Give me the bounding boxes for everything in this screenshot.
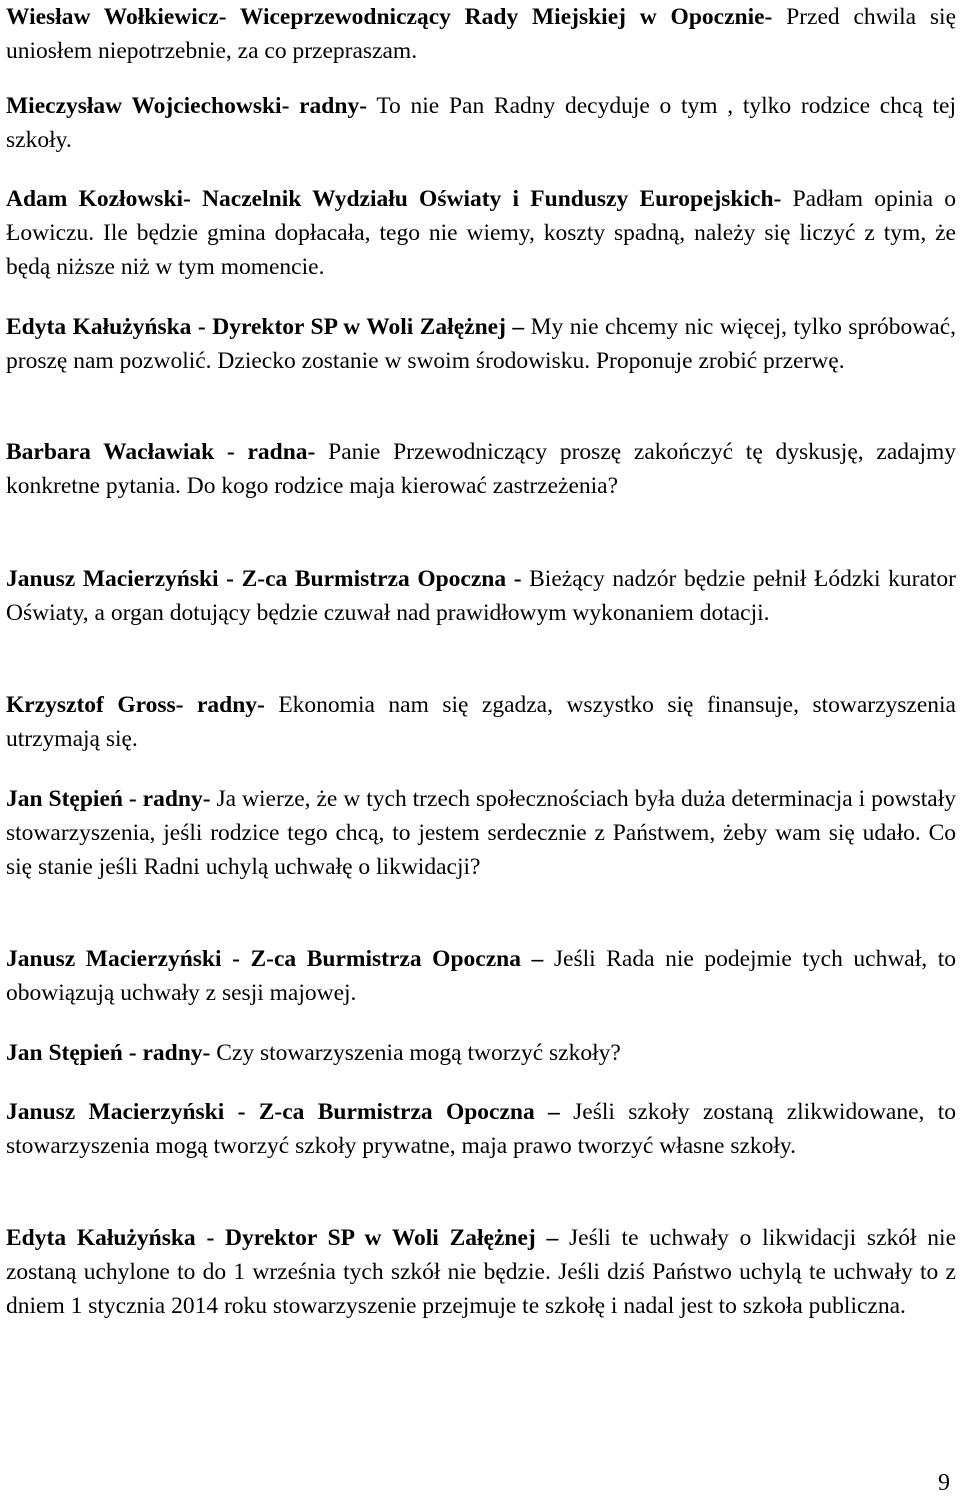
statement-text: Bieżący nadzór będzie pełnił Łódzki kurator Oświaty, a organ dotujący będzie czuwał nad prawidłowym wykonaniem dotacji.	[6, 566, 956, 626]
speaker-name: Jan Stępień - radny-	[6, 1040, 211, 1066]
speaker-name: Mieczysław Wojciechowski- radny-	[6, 93, 368, 119]
statement-text: My nie chcemy nic więcej, tylko spróbować, proszę nam pozwolić. Dziecko zostanie w swoim środowisku. Proponuje zrobić przerwę.	[6, 314, 956, 374]
speaker-name: Jan Stępień - radny-	[6, 786, 211, 812]
page-number: 9	[938, 1470, 950, 1496]
paragraph-kaluzynska-2	[6, 1221, 956, 1323]
paragraph-macierzynski-2	[6, 942, 956, 1010]
paragraph-stepien-2	[6, 1036, 956, 1070]
statement-text: Panie Przewodniczący proszę zakończyć tę dyskusję, zadajmy konkretne pytania. Do kogo rodzice maja kierować zastrzeżenia?	[6, 439, 956, 499]
statement-text: Padłam opinia o Łowiczu. Ile będzie gmina dopłacała, tego nie wiemy, koszty spadną, należy się liczyć z tym, że będą niższe niż w tym momencie.	[6, 186, 956, 280]
speaker-name: Janusz Macierzyński - Z-ca Burmistrza Opoczna –	[6, 946, 544, 972]
paragraph-wojciechowski	[6, 89, 956, 157]
paragraph-waclawiak	[6, 435, 956, 503]
statement-text: Jeśli szkoły zostaną zlikwidowane, to stowarzyszenia mogą tworzyć szkoły prywatne, maja prawo tworzyć własne szkoły.	[6, 1099, 957, 1159]
statement-text: Ja wierze, że w tych trzech społecznościach była duża determinacja i powstały stowarzyszenia, jeśli rodzice tego chcą, to jestem serdecznie z Państwem, żeby wam się udało. Co się stanie jeśli Radni uchylą uchwałę o likwidacji?	[6, 786, 956, 880]
statement-text: Ekonomia nam się zgadza, wszystko się finansuje, stowarzyszenia utrzymają się.	[6, 692, 956, 752]
speaker-name: Barbara Wacławiak - radna-	[6, 439, 316, 465]
speaker-name: Krzysztof Gross- radny-	[6, 692, 265, 718]
statement-text: Czy stowarzyszenia mogą tworzyć szkoły?	[210, 1040, 621, 1066]
paragraph-stepien-1	[6, 782, 956, 884]
paragraph-kaluzynska-1	[6, 310, 956, 378]
paragraph-macierzynski-3	[6, 1095, 956, 1163]
statement-text: Jeśli Rada nie podejmie tych uchwał, to obowiązują uchwały z sesji majowej.	[6, 946, 956, 1006]
statement-text: Przed chwila się uniosłem niepotrzebnie, za co przepraszam.	[6, 4, 956, 64]
paragraph-wolkiewicz	[6, 0, 956, 68]
speaker-name: Janusz Macierzyński - Z-ca Burmistrza Opoczna -	[6, 566, 522, 592]
speaker-name: Wiesław Wołkiewicz- Wiceprzewodniczący Rady Miejskiej w Opocznie-	[6, 4, 773, 30]
statement-text: To nie Pan Radny decyduje o tym , tylko rodzice chcą tej szkoły.	[6, 93, 957, 153]
speaker-name: Edyta Kałużyńska - Dyrektor SP w Woli Załężnej –	[6, 314, 525, 340]
paragraph-gross	[6, 688, 956, 756]
speaker-name: Adam Kozłowski- Naczelnik Wydziału Oświaty i Funduszy Europejskich-	[6, 186, 782, 212]
paragraph-macierzynski-1	[6, 562, 956, 630]
paragraph-kozlowski	[6, 182, 956, 284]
speaker-name: Janusz Macierzyński - Z-ca Burmistrza Opoczna –	[6, 1099, 560, 1125]
statement-text: Jeśli te uchwały o likwidacji szkół nie zostaną uchylone to do 1 września tych szkół nie będzie. Jeśli dziś Państwo uchylą te uchwały to z dniem 1 stycznia 2014 roku stowarzyszenie przejmuje te szkołę i nadal jest to szkoła publiczna.	[6, 1225, 956, 1319]
speaker-name: Edyta Kałużyńska - Dyrektor SP w Woli Załężnej –	[6, 1225, 559, 1251]
